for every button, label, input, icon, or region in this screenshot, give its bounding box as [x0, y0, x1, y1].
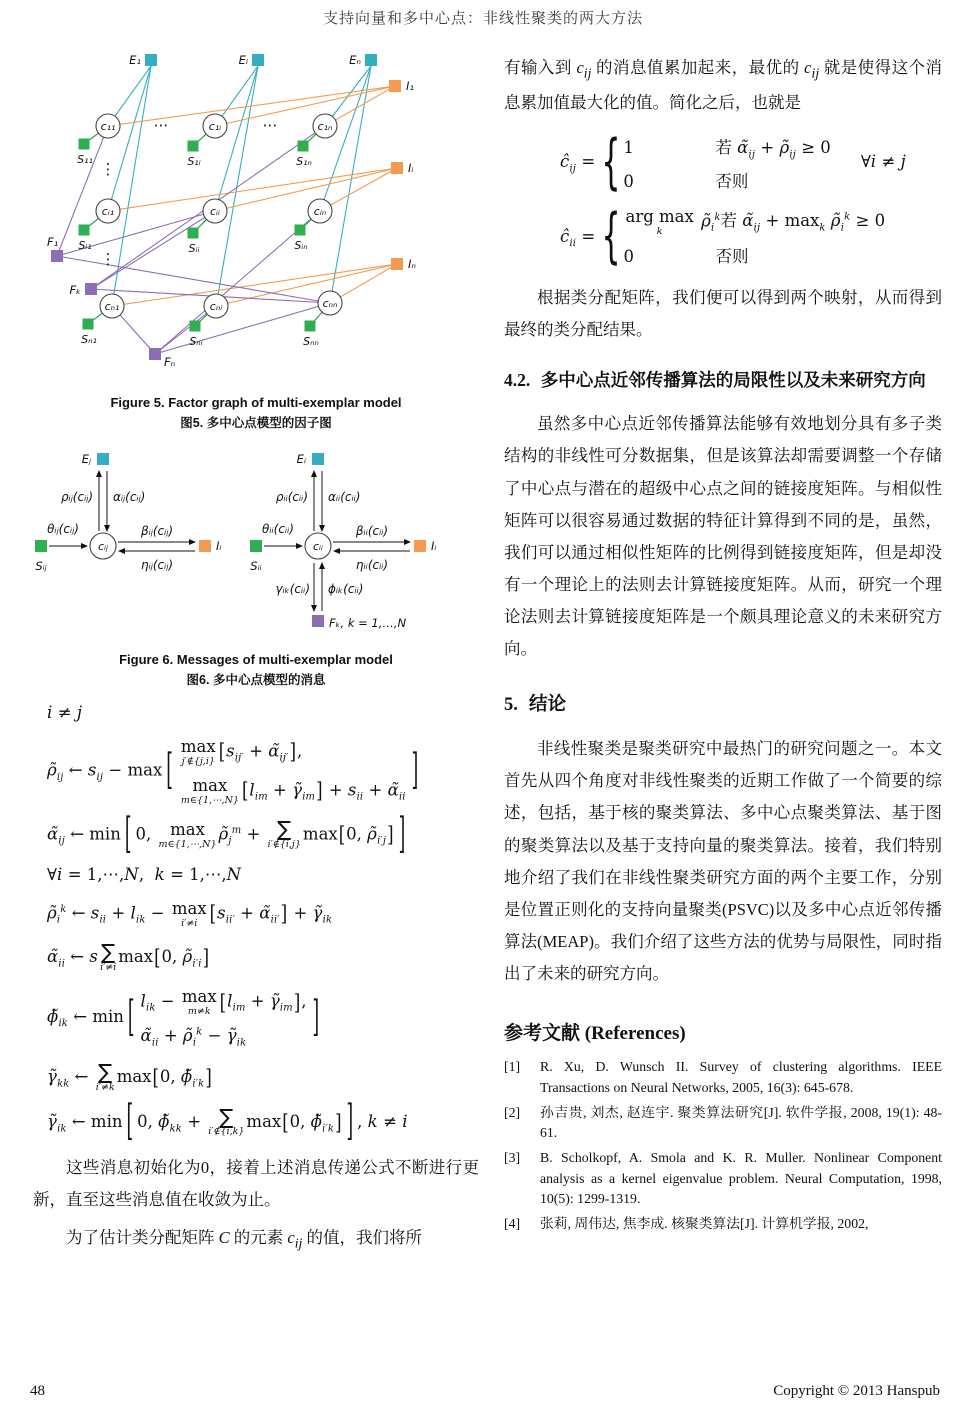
- label-SNi: Sₙᵢ: [189, 335, 203, 348]
- label-cii: cᵢᵢ: [210, 205, 220, 218]
- reference-text: R. Xu, D. Wunsch II. Survey of clustering algorithms. IEEE Transactions on Neural Networks, 2005, 16(3): 645-678.: [540, 1059, 942, 1096]
- label-Fk-note: Fₖ, k = 1,…,N: [329, 616, 407, 630]
- msg-alpha-ij: αᵢⱼ(cᵢⱼ): [113, 490, 146, 504]
- left-column: [33, 46, 479, 1263]
- equation-gamma-kk: $\gammã_{kk}$ ← ∑ i′≠k max[0, $\phĩ_{i'k}$]: [47, 1060, 212, 1094]
- label-E1: E₁: [129, 53, 141, 67]
- label-F1: F₁: [47, 235, 59, 249]
- msg-phi-ik: ϕᵢₖ(cᵢᵢ): [328, 582, 364, 596]
- ellipsis-v1: ⋮: [100, 160, 116, 178]
- label-EN: Eₙ: [349, 53, 361, 67]
- paragraph-assignment-result: 根据类分配矩阵，我们便可以得到两个映射，从而得到最终的类分配结果。: [504, 288, 942, 340]
- equation-c-ij: $ĉ_{ij}$ = { 1 若 $\alphã_{ij}$ + $\rhõ_{ij} \ge 0$ 0 否则 ∀i ≠ j: [560, 134, 942, 191]
- reference-number: [1]: [504, 1059, 521, 1075]
- node-SN1: [83, 319, 94, 330]
- section-5-title: 结论: [528, 694, 566, 715]
- equation-forall: ∀i = 1,⋯,N, k = 1,⋯,N: [47, 864, 242, 884]
- equation-condition-inej: i ≠ j: [47, 703, 83, 722]
- msg-rho-ij: ρᵢⱼ(cᵢⱼ): [60, 490, 93, 504]
- msg-gamma-ik: γᵢₖ(cᵢᵢ): [275, 582, 310, 596]
- label-Ej: Eⱼ: [81, 452, 91, 466]
- reference-text: B. Scholkopf, A. Smola and K. R. Muller. Nonlinear Component analysis as a kernel eigenvalue problem. Neural Computation, 1998, 10(5): 1299-1319.: [540, 1150, 942, 1207]
- paragraph-accumulate: 有输入到 $c_{ij}$ 的消息值累加起来，最优的 $c_{ij}$ 就是使得这个消息累加值最大化的值。简化之后，也就是: [504, 58, 943, 113]
- label-SiN: Sᵢₙ: [294, 239, 308, 252]
- fig5-instance-edges: [108, 86, 397, 306]
- label-S11: S₁₁: [77, 153, 93, 166]
- node-F1: [51, 250, 63, 262]
- equation-alpha-ii: $\alphã_{ii}$ ← s ∑ i′≠i max[0, $\rhõ_{i'i}$]: [47, 940, 210, 973]
- reference-number: [3]: [504, 1150, 521, 1166]
- label-Ii-right: Iᵢ: [431, 539, 437, 553]
- node-Si1: [79, 225, 90, 236]
- node-Ii: [391, 162, 403, 174]
- node-S1i: [188, 141, 199, 152]
- page-number: 48: [30, 1383, 45, 1399]
- figure6-caption-zh: 图6. 多中心点模型的消息: [186, 673, 326, 687]
- node-Ii-left: [199, 540, 211, 552]
- equation-rho-ik: $\rhõ_i^k$ ← $s_{ii} + l_{ik} - \max$ i′≠i [$s_{ii'}$ + $\alphã_{ii'}$] + $\gammã_{ik}$: [47, 898, 333, 929]
- section-heading-5: [504, 690, 942, 721]
- node-E1: [145, 54, 157, 66]
- reference-text: 孙吉贵, 刘杰, 赵连宇. 聚类算法研究[J]. 软件学报, 2008, 19(1): 48-61.: [540, 1104, 942, 1141]
- fig6-right-labels: [250, 452, 436, 630]
- equation-alpha-ij: $\alphã_{ij}$ ← min [ 0, max m∈{1,⋯,N} $\rhõ_j^m$ + ∑ i′∉{i,j} max[0, $\rhõ_{i'j}$] ]: [47, 809, 406, 860]
- node-Ei-fig6: [312, 453, 324, 465]
- references-heading: 参考文献 (References): [504, 1023, 686, 1045]
- fig6-left-labels: [35, 452, 221, 573]
- label-ci1: cᵢ₁: [101, 205, 115, 218]
- node-Ei: [252, 54, 264, 66]
- label-Sii: Sᵢᵢ: [188, 242, 200, 255]
- equation-phi-ik: $\phĩ_{ik}$ ← min [ $l_{ik} - \max$ m≠k [$l_{im}$ + $\gammã_{im}$], $\alphã_{ii}$ + $\rhõ_i^k$ − $\gammã_{ik}$ ]: [47, 987, 320, 1049]
- section-heading-4-2: [504, 366, 942, 396]
- label-S1i: S₁ᵢ: [187, 155, 201, 168]
- label-SN1: Sₙ₁: [81, 333, 97, 346]
- label-cN1: cₙ₁: [104, 300, 120, 313]
- node-IN: [391, 258, 403, 270]
- node-S11: [79, 139, 90, 150]
- reference-item: [504, 1148, 942, 1210]
- label-Ii-left: Iᵢ: [216, 539, 222, 553]
- figure6-messages: [33, 443, 479, 648]
- msg-eta-ii: ηᵢᵢ(cᵢᵢ): [355, 558, 389, 572]
- section-4-2-title: 多中心点近邻传播算法的局限性以及未来研究方向: [540, 370, 926, 391]
- node-SNN: [305, 321, 316, 332]
- label-IN: Iₙ: [408, 257, 416, 271]
- label-Sii-fig6: Sᵢᵢ: [250, 559, 262, 573]
- msg-rho-ii: ρᵢᵢ(cᵢᵢ): [275, 490, 308, 504]
- copyright-notice: Copyright © 2013 Hanspub: [773, 1383, 940, 1399]
- msg-eta-ij: ηᵢⱼ(cᵢⱼ): [140, 558, 174, 572]
- equation-c-ii: $ĉ_{ii}$ = { arg max k $\rhõ_i^k$ 若 $\alphã_{ij} + \max_k$ $\rhõ_i^k \ge 0$ 0 否则: [560, 207, 942, 268]
- reference-number: [2]: [504, 1104, 521, 1120]
- section-5-number: 5.: [504, 694, 518, 715]
- right-column: [504, 46, 942, 1239]
- equation-gamma-ik: $\gammã_{ik}$ ← min [ 0, $\phĩ_{kk}$ + ∑ i′∉{i,k} max[0, $\phĩ_{i'k}$] ] , k ≠ i: [47, 1097, 408, 1148]
- msg-beta-ii: βᵢᵢ(cᵢᵢ): [355, 524, 389, 538]
- label-I1: I₁: [406, 79, 415, 93]
- label-FN: Fₙ: [164, 355, 176, 369]
- ellipsis-h2: ⋯: [262, 116, 278, 134]
- node-S1N: [298, 141, 309, 152]
- node-I1: [389, 80, 401, 92]
- label-c1N: c₁ₙ: [317, 120, 333, 133]
- fig5-exemplar-nodes: [145, 54, 377, 66]
- label-Ei-fig6: Eᵢ: [296, 452, 306, 466]
- page-title: 支持向量和多中心点：非线性聚类的两大方法: [322, 11, 643, 27]
- node-Ii-right: [414, 540, 426, 552]
- paragraph-limitations: 虽然多中心点近邻传播算法能够有效地划分具有多子类结构的非线性可分数据集，但是该算法却需要调整一个存储了中心点与潜在的超级中心点之间的链接度矩阵。与相似性矩阵可以很容易通过数据的特征计算得到不同的是，虽然，我们可以通过相似性矩阵的比例得到链接度矩阵，但是却没有一个理论上的法则去计算链接度矩阵。从而，研究一个理论法则去计算链接度矩阵是一个颇具理论意义的未来研究方向。: [504, 414, 942, 659]
- figure5-factor-graph: [33, 46, 479, 391]
- reference-item: [504, 1103, 942, 1144]
- node-Fk-fig6: [312, 615, 324, 627]
- node-EN: [365, 54, 377, 66]
- label-cNi: cₙᵢ: [209, 300, 223, 313]
- label-cii-fig6: cᵢᵢ: [313, 540, 323, 553]
- fig6-left-diagram: [49, 471, 195, 551]
- figure5-caption-en: Figure 5. Factor graph of multi-exemplar model: [110, 395, 402, 410]
- paragraph-estimate-matrix: 为了估计类分配矩阵 C 的元素 $c_{ij}$ 的值，我们将所: [66, 1228, 422, 1251]
- node-Sii-fig6: [250, 540, 262, 552]
- paragraph-conclusion: 非线性聚类是聚类研究中最热门的研究问题之一。本文首先从四个角度对非线性聚类的近期工作做了一个简要的综述，包括，基于核的聚类算法、多中心点聚类算法、基于图的聚类算法以及基于支持向量的聚类算法。接着，我们特别地介绍了我们在非线性聚类研究方面的两个主要工作，分别是位置正则化的支持向量聚类(PSVC)以及多中心点近邻传播算法(MEAP)。我们介绍了这些方法的优势与局限性，同时指出了未来的研究方向。: [504, 738, 942, 984]
- label-cNN: cₙₙ: [322, 297, 338, 310]
- paragraph-message-init: 这些消息初始化为0，接着上述消息传递公式不断进行更新，直至这些消息值在收敛为止。: [33, 1157, 479, 1210]
- msg-theta-ii: θᵢᵢ(cᵢᵢ): [262, 522, 294, 536]
- node-Fk: [85, 283, 97, 295]
- label-cij: cᵢⱼ: [98, 540, 108, 553]
- node-Ej: [97, 453, 109, 465]
- node-Sii: [188, 228, 199, 239]
- msg-beta-ij: βᵢⱼ(cᵢⱼ): [140, 524, 174, 538]
- label-Ii: Iᵢ: [408, 161, 414, 175]
- label-Sij: Sᵢⱼ: [35, 559, 47, 573]
- reference-item: [504, 1214, 942, 1235]
- msg-theta-ij: θᵢⱼ(cᵢⱼ): [47, 522, 79, 536]
- label-c1i: c₁ᵢ: [208, 120, 222, 133]
- ellipsis-h1: ⋯: [153, 116, 169, 134]
- node-FN: [149, 348, 161, 360]
- node-SiN: [295, 225, 306, 236]
- equation-rho-ij: $\rhõ_{ij}$ ← $s_{ij} - \max$ [ max j′∉{j,i} [$s_{ij'}$ + $\alphã_{ij'}$], max m∈{1,⋯,N} [$l_{im}$ + $\gammã_{im}] + s_{ii}$ + $\alphã_{ii}$ ]: [47, 737, 419, 806]
- reference-item: [504, 1057, 942, 1098]
- section-4-2-number: 4.2.: [504, 370, 531, 391]
- fig5-instance-nodes: [389, 80, 403, 270]
- node-SNi: [190, 321, 201, 332]
- figure6-caption-en: Figure 6. Messages of multi-exemplar model: [119, 652, 393, 667]
- label-Fk: Fₖ: [69, 283, 81, 297]
- reference-text: 张莉, 周伟达, 焦李成. 核聚类算法[J]. 计算机学报, 2002,: [540, 1216, 869, 1232]
- node-Sij: [35, 540, 47, 552]
- label-ciN: cᵢₙ: [313, 205, 327, 218]
- reference-number: [4]: [504, 1216, 521, 1232]
- label-c11: c₁₁: [100, 120, 116, 133]
- figure5-caption-zh: 图5. 多中心点模型的因子图: [180, 416, 332, 430]
- msg-alpha-ii: αᵢᵢ(cᵢᵢ): [328, 490, 361, 504]
- label-S1N: S₁ₙ: [296, 155, 312, 168]
- fig5-labels: [47, 53, 416, 369]
- ellipsis-v2: ⋮: [100, 250, 116, 268]
- label-SNN: Sₙₙ: [303, 335, 319, 348]
- label-Ei: Eᵢ: [238, 53, 248, 67]
- label-Si1: Sᵢ₁: [78, 239, 92, 252]
